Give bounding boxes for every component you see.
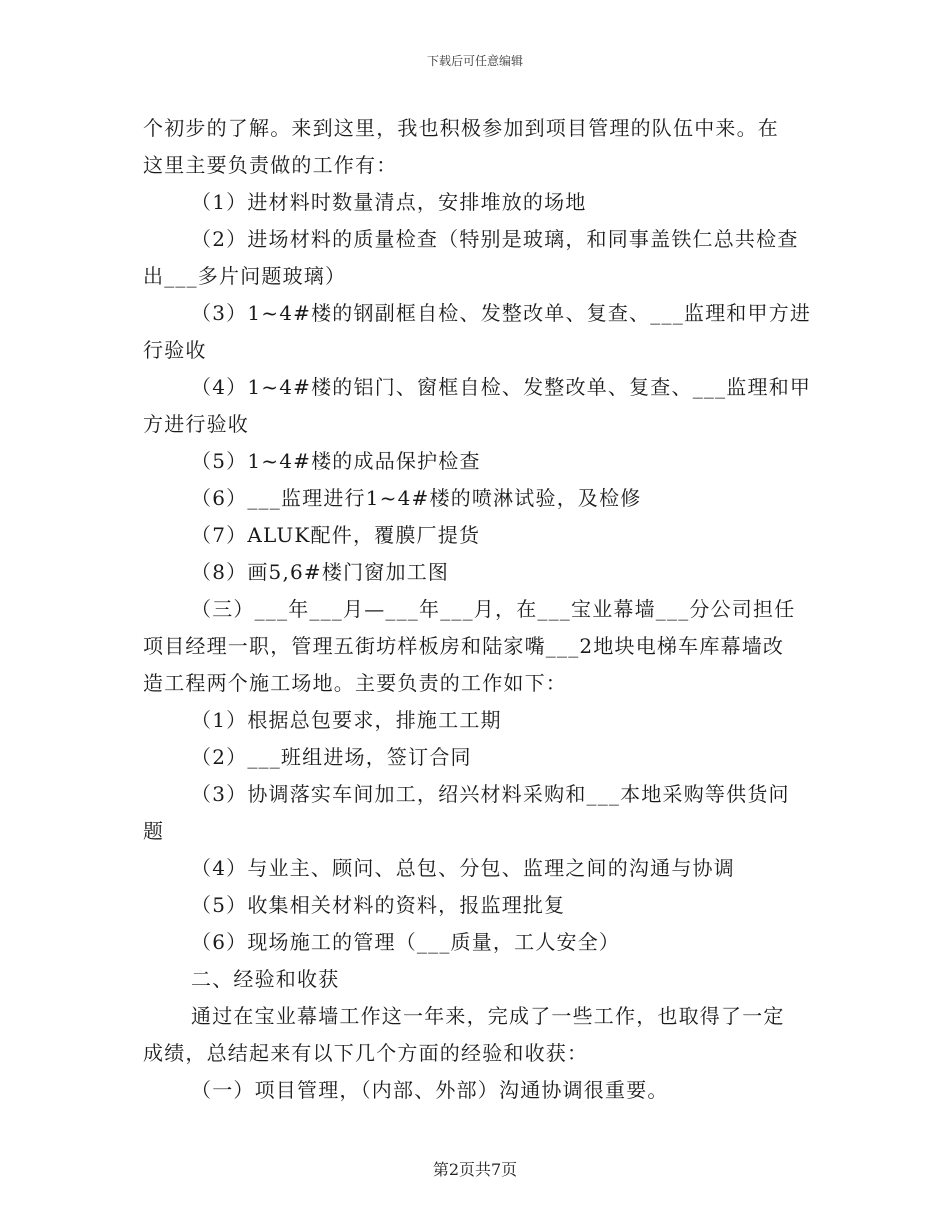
paragraph-line: （6）___监理进行1~4#楼的喷淋试验，及检修 bbox=[191, 486, 642, 510]
paragraph-line: 个初步的了解。来到这里，我也积极参加到项目管理的队伍中来。在 bbox=[143, 116, 779, 140]
paragraph-line: （2）___班组进场，签订合同 bbox=[191, 745, 472, 769]
document-body bbox=[143, 110, 811, 1109]
paragraph-line: 题 bbox=[143, 819, 165, 843]
paragraph-line: 行验收 bbox=[143, 338, 207, 362]
paragraph-line: （一）项目管理，（内部、外部）沟通协调很重要。 bbox=[191, 1078, 669, 1102]
paragraph-line: 通过在宝业幕墙工作这一年来，完成了一些工作，也取得了一定 bbox=[191, 1004, 785, 1028]
paragraph-line: （三）___年___月—___年___月，在___宝业幕墙___分公司担任 bbox=[191, 597, 796, 621]
page-header: 下载后可任意编辑 bbox=[426, 54, 523, 68]
paragraph-line: （5）1~4#楼的成品保护检查 bbox=[191, 449, 481, 473]
paragraph-line: （1）进材料时数量清点，安排堆放的场地 bbox=[191, 190, 587, 214]
paragraph-line: （3）1~4#楼的钢副框自检、发整改单、复查、___监理和甲方进 bbox=[191, 301, 812, 325]
paragraph-line: 这里主要负责做的工作有： bbox=[143, 153, 398, 177]
paragraph-line: 项目经理一职，管理五街坊样板房和陆家嘴___2地块电梯车库幕墙改 bbox=[143, 634, 785, 658]
paragraph-line: （7）ALUK配件，覆膜厂提货 bbox=[191, 523, 481, 547]
paragraph-line: （5）收集相关材料的资料，报监理批复 bbox=[191, 893, 566, 917]
paragraph-line: （8）画5,6#楼门窗加工图 bbox=[191, 560, 450, 584]
paragraph-line: （4）与业主、顾问、总包、分包、监理之间的沟通与协调 bbox=[191, 856, 735, 880]
paragraph-line: 出___多片问题玻璃） bbox=[143, 264, 347, 288]
paragraph-line: （1）根据总包要求，排施工工期 bbox=[191, 708, 502, 732]
paragraph-line: （6）现场施工的管理（___质量，工人安全） bbox=[191, 930, 621, 954]
page-footer: 第2页共7页 bbox=[432, 1160, 518, 1179]
paragraph-line: 方进行验收 bbox=[143, 412, 249, 436]
paragraph-line: （2）进场材料的质量检查（特别是玻璃，和同事盖铁仁总共检查 bbox=[191, 227, 799, 251]
paragraph-line: 造工程两个施工场地。主要负责的工作如下： bbox=[143, 671, 567, 695]
paragraph-line: 成绩，总结起来有以下几个方面的经验和收获： bbox=[143, 1041, 589, 1065]
paragraph-line: （4）1~4#楼的铝门、窗框自检、发整改单、复查、___监理和甲 bbox=[191, 375, 812, 399]
paragraph-line: 二、经验和收获 bbox=[191, 967, 340, 991]
paragraph-line: （3）协调落实车间加工，绍兴材料采购和___本地采购等供货问 bbox=[191, 782, 790, 806]
